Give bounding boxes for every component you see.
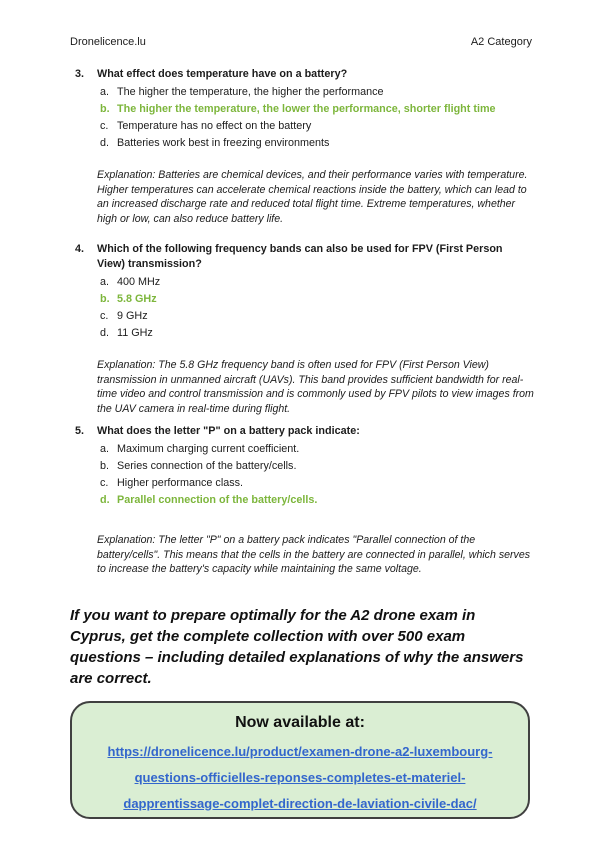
answer-option — [100, 84, 530, 101]
question-number: 4. — [75, 243, 85, 255]
option-letter: d. — [100, 327, 110, 339]
question-heading — [70, 424, 530, 439]
option-letter: c. — [100, 477, 109, 489]
option-text: 400 MHz — [117, 276, 161, 288]
options-list — [100, 441, 530, 509]
option-text: The higher the temperature, the higher the performance — [117, 86, 384, 98]
product-link-line[interactable]: dapprentissage-complet-direction-de-laviation-civile-dac/ — [123, 795, 477, 811]
explanation-text: Explanation: The letter "P" on a battery pack indicates "Parallel connection of the battery/cells". This means that the cells in the battery are connected in parallel, which serves to increase the battery's capacity while maintaining the same voltage. — [97, 534, 531, 575]
options-list — [100, 274, 530, 342]
question-text: What does the letter "P" on a battery pack indicate: — [97, 425, 360, 437]
option-text: Maximum charging current coefficient. — [117, 443, 300, 455]
option-text: Temperature has no effect on the battery — [117, 120, 312, 132]
question-number: 3. — [75, 68, 85, 80]
question-heading — [70, 67, 530, 82]
option-text: Series connection of the battery/cells. — [117, 460, 297, 472]
option-text: The higher the temperature, the lower the performance, shorter flight time — [117, 103, 496, 115]
answer-option — [100, 118, 530, 135]
option-text: 5.8 GHz — [117, 293, 157, 305]
question-text: Which of the following frequency bands can also be used for FPV (First Person View) transmission? — [97, 243, 503, 270]
question-block-3 — [70, 67, 530, 226]
option-letter: a. — [100, 86, 110, 98]
option-letter: a. — [100, 443, 110, 455]
question-heading — [70, 242, 530, 272]
cta-box — [70, 701, 530, 819]
site-name: Dronelicence.lu — [70, 36, 146, 48]
answer-option — [100, 308, 530, 325]
option-letter: b. — [100, 103, 110, 115]
page-header — [0, 0, 600, 49]
options-list — [100, 84, 530, 152]
category-label: A2 Category — [470, 36, 532, 48]
option-letter: a. — [100, 276, 110, 288]
answer-option — [100, 325, 530, 342]
option-letter: c. — [100, 310, 109, 322]
answer-option — [100, 492, 530, 509]
option-text: Higher performance class. — [117, 477, 244, 489]
option-text: Parallel connection of the battery/cells. — [117, 494, 318, 506]
question-number: 5. — [75, 425, 85, 437]
option-text: 9 GHz — [117, 310, 148, 322]
product-link-line[interactable]: questions-officielles-reponses-completes-et-materiel- — [134, 769, 466, 785]
answer-option — [100, 135, 530, 152]
question-block-4 — [70, 242, 534, 416]
option-letter: d. — [100, 137, 110, 149]
promo-paragraph: If you want to prepare optimally for the A2 drone exam in Cyprus, get the complete collection with over 500 exam questions – including detailed explanations of why the answers are correct. — [70, 606, 524, 687]
explanation-text: Explanation: The 5.8 GHz frequency band is often used for FPV (First Person View) transmission in unmanned aircraft (UAVs). This band provides sufficient bandwidth for real-time video and control transmission and is commonly used by FPV pilots to view images from the UAV camera in real-time during flight. — [97, 359, 534, 415]
explanation-text: Explanation: Batteries are chemical devices, and their performance varies with temperature. Higher temperatures can accelerate chemical reactions inside the battery, which can lead to an increased discharge rate and reduced total flight time. Extreme temperatures, whether high or low, can also reduce battery life. — [97, 169, 528, 225]
answer-option — [100, 441, 530, 458]
answer-option — [100, 458, 530, 475]
option-letter: d. — [100, 494, 110, 506]
answer-option — [100, 101, 530, 118]
option-letter: c. — [100, 120, 109, 132]
option-text: Batteries work best in freezing environments — [117, 137, 330, 149]
product-link-line[interactable]: https://dronelicence.lu/product/examen-drone-a2-luxembourg- — [107, 743, 493, 759]
question-block-5 — [70, 424, 530, 577]
answer-option — [100, 291, 530, 308]
page-content — [0, 67, 600, 819]
option-letter: b. — [100, 293, 110, 305]
product-link[interactable] — [72, 739, 528, 817]
option-letter: b. — [100, 460, 110, 472]
option-text: 11 GHz — [117, 327, 153, 339]
cta-title: Now available at: — [235, 713, 365, 731]
answer-option — [100, 475, 530, 492]
question-text: What effect does temperature have on a battery? — [97, 68, 348, 80]
answer-option — [100, 274, 530, 291]
